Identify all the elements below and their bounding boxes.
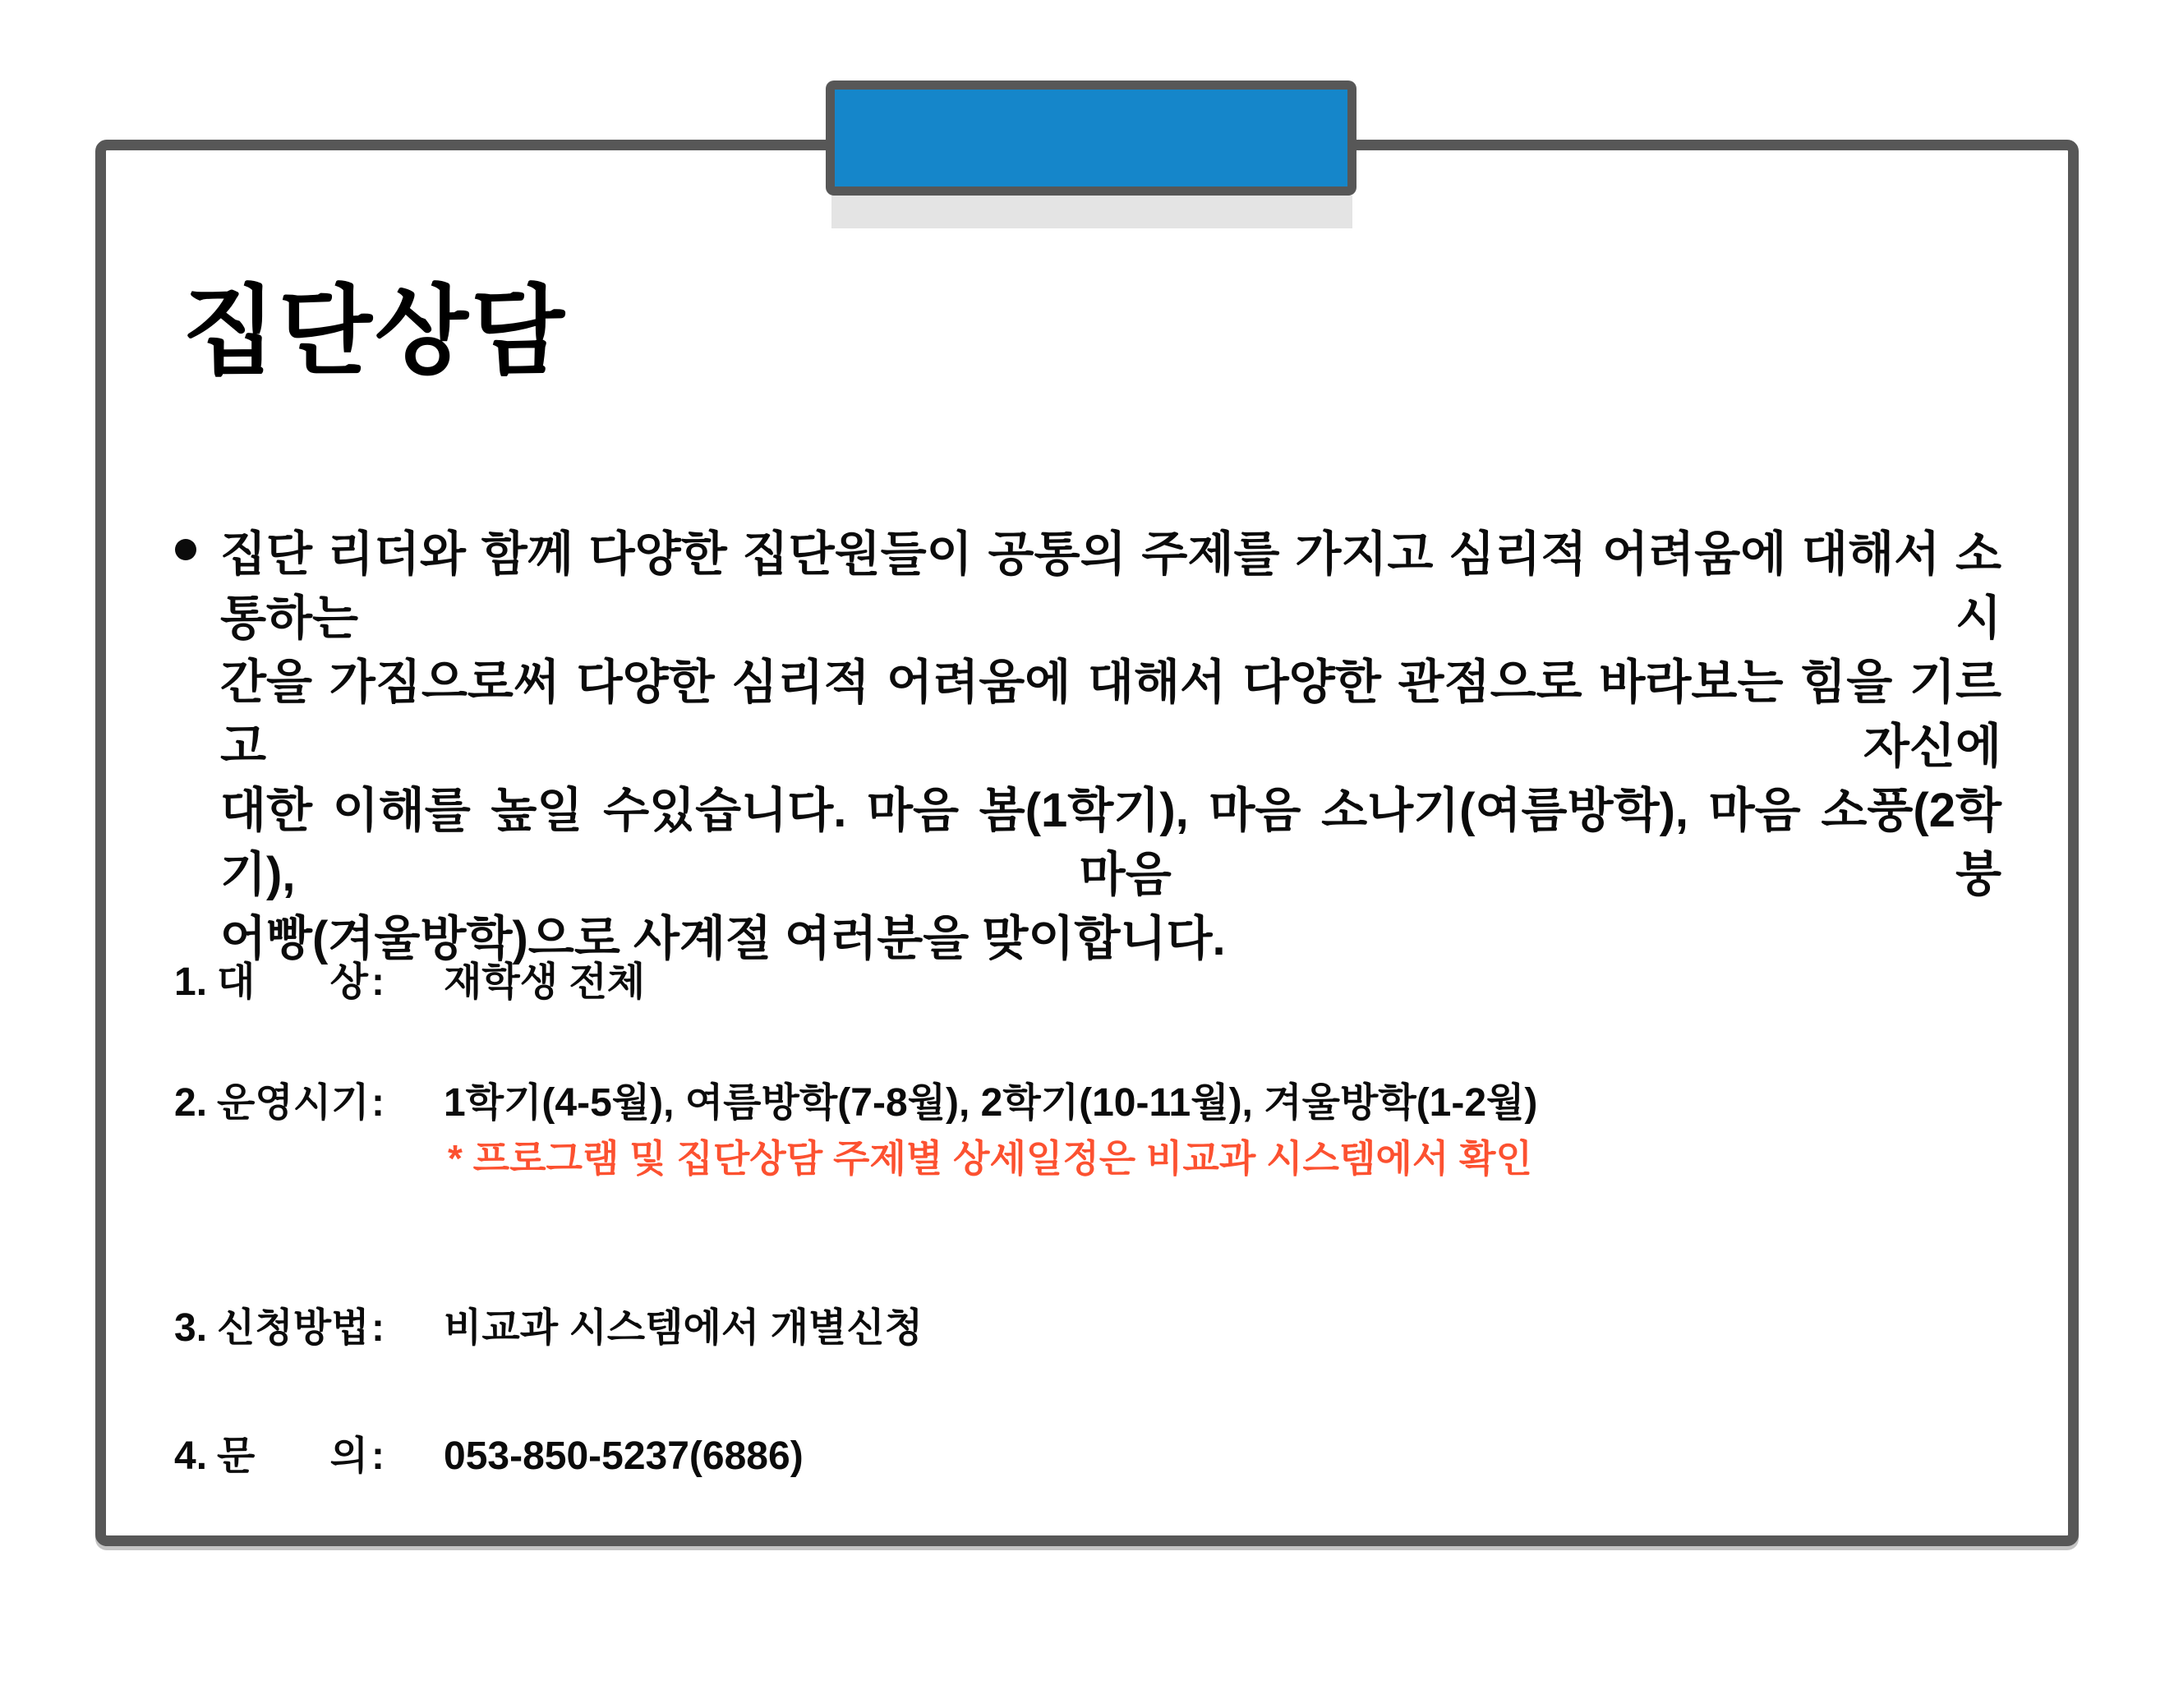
- description-line: 간을 가짐으로써 다양한 심리적 어려움에 대해서 다양한 관점으로 바라보는 힘을 기르고 자신에: [220, 656, 2001, 773]
- item-value: 비교과 시스템에서 개별신청: [444, 1306, 923, 1350]
- item-colon: :: [371, 1306, 385, 1350]
- description-line: 집단 리더와 함께 다양한 집단원들이 공통의 주제를 가지고 심리적 어려움에 대해서 소통하는 시: [220, 527, 2001, 645]
- description-line: 어빵(겨울방학)으로 사계절 여러분을 맞이합니다.: [220, 912, 1226, 965]
- tab-shadow: [831, 196, 1352, 228]
- bullet-icon: [175, 539, 196, 560]
- item-value: 053-850-5237(6886): [444, 1434, 804, 1478]
- item-number: 1.: [174, 960, 208, 1004]
- info-row-target: [0, 957, 2174, 1008]
- description-paragraph: [220, 523, 2001, 971]
- item-colon: :: [371, 960, 385, 1004]
- item-label: 신청방법: [217, 1306, 370, 1350]
- item-number: 4.: [174, 1434, 208, 1478]
- top-tab: [826, 81, 1356, 196]
- info-row-schedule: [0, 1078, 2174, 1129]
- item-label: 운영시기: [217, 1081, 370, 1125]
- item-number: 3.: [174, 1306, 208, 1350]
- item-value: 재학생 전체: [444, 960, 646, 1004]
- item-colon: :: [371, 1434, 385, 1478]
- info-row-apply: [0, 1303, 2174, 1354]
- description-line: 대한 이해를 높일 수있습니다. 마음 봄(1학기), 마음 소나기(여름방학), 마음 소풍(2학기), 마음 붕: [220, 784, 2001, 901]
- page-title: 집단상담: [182, 278, 567, 386]
- item-number: 2.: [174, 1081, 208, 1125]
- item-value: 1학기(4-5월), 여름방학(7-8월), 2학기(10-11월), 겨울방학(1-2월): [444, 1081, 1538, 1125]
- item-label: 문 의: [217, 1434, 368, 1478]
- schedule-note: * 프로그램 및 집단상담 주제별 상세일정은 비교과 시스템에서 확인: [448, 1137, 1532, 1180]
- info-row-contact: [0, 1431, 2174, 1482]
- item-label: 대 상: [217, 960, 368, 1004]
- item-colon: :: [371, 1081, 385, 1125]
